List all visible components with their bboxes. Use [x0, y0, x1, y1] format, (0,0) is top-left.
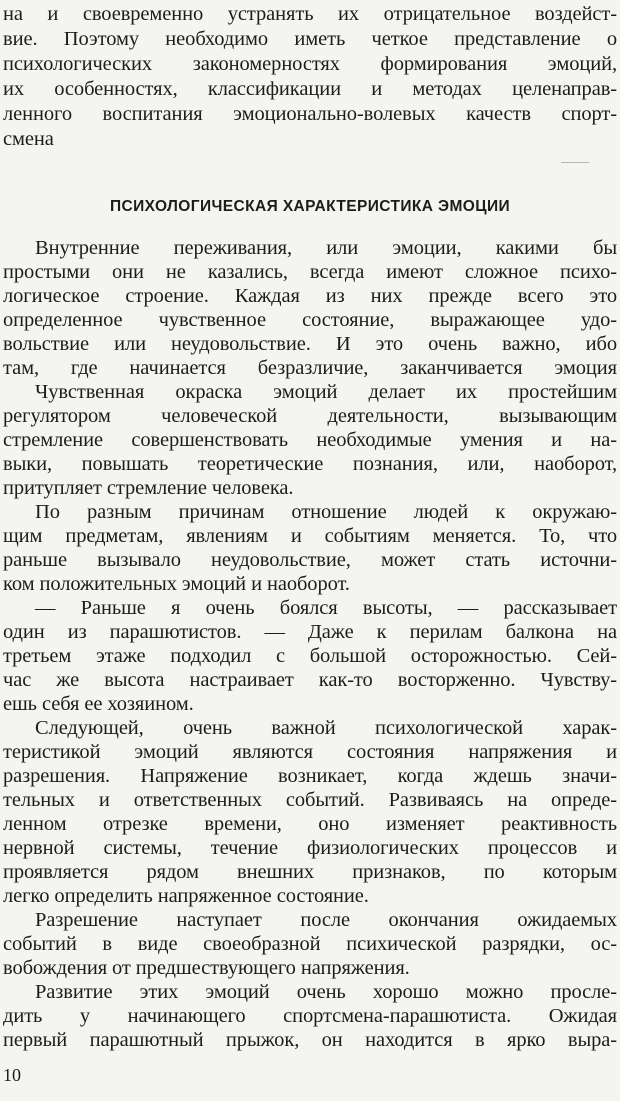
paragraph-line: — Раньше я очень боялся высоты, — рассказывает: [35, 597, 617, 619]
paragraph-line: стремление совершенствовать необходимые умения и на-: [3, 429, 617, 451]
paragraph-line: раньше вызывало неудовольствие, может стать источни-: [3, 549, 617, 571]
paragraph-line: тельных и ответственных событий. Развиваясь на опреде-: [3, 789, 617, 811]
intro-line: на и своевременно устранять их отрицательное воздейст-: [3, 3, 617, 25]
paragraph-line: Внутренние переживания, или эмоции, какими бы: [35, 237, 617, 259]
paragraph-line: легко определить напряженное состояние.: [3, 885, 369, 907]
paragraph-line: ешь себя ее хозяином.: [3, 693, 194, 715]
paragraph-line: простыми они не казались, всегда имеют сложное психо-: [3, 261, 617, 283]
paragraph-line: Развитие этих эмоций очень хорошо можно просле-: [35, 981, 617, 1003]
paragraph-line: выки, повышать теоретические познания, или, наоборот,: [3, 453, 617, 475]
paragraph-line: Следующей, очень важной психологической харак-: [35, 717, 617, 739]
paragraph-line: один из парашютистов. — Даже к перилам балкона на: [3, 621, 617, 643]
intro-line: их особенностях, классификации и методах целенаправ-: [3, 78, 617, 100]
intro-line: ленного воспитания эмоционально-волевых качеств спорт-: [3, 103, 617, 125]
paragraph-line: разрешения. Напряжение возникает, когда ждешь значи-: [3, 765, 617, 787]
paragraph-line: щим предметам, явлениям и событиям меняется. То, что: [3, 525, 617, 547]
paragraph-line: притупляет стремление человека.: [3, 477, 294, 499]
paragraph-line: ком положительных эмоций и наоборот.: [3, 573, 350, 595]
ink-mark: [561, 162, 589, 163]
paragraph-line: теристикой эмоций являются состояния напряжения и: [3, 741, 617, 763]
paragraph-line: там, где начинается безразличие, заканчивается эмоция: [3, 357, 617, 379]
paragraph-line: логическое строение. Каждая из них прежде всего это: [3, 285, 617, 307]
paragraph-line: Разрешение наступает после окончания ожидаемых: [35, 909, 617, 931]
paragraph-line: дить у начинающего спортсмена-парашютиста. Ожидая: [3, 1005, 617, 1027]
intro-line: смена: [3, 128, 54, 150]
section-heading: ПСИХОЛОГИЧЕСКАЯ ХАРАКТЕРИСТИКА ЭМОЦИИ: [109, 198, 511, 215]
paragraph-line: вобождения от предшествующего напряжения.: [3, 957, 410, 979]
paragraph-line: По разным причинам отношение людей к окружаю-: [35, 501, 617, 523]
paragraph-line: проявляется рядом внешних признаков, по которым: [3, 861, 617, 883]
paragraph-line: час же высота настраивает как-то восторженно. Чувству-: [3, 669, 617, 691]
page-number: 10: [3, 1065, 21, 1085]
paragraph-line: регулятором человеческой деятельности, вызывающим: [3, 405, 617, 427]
paragraph-line: нервной системы, течение физиологических процессов и: [3, 837, 617, 859]
intro-line: вие. Поэтому необходимо иметь четкое представление о: [3, 28, 617, 50]
paragraph-line: третьем этаже подходил с большой осторожностью. Сей-: [3, 645, 617, 667]
paragraph-line: событий в виде своеобразной психической разрядки, ос-: [3, 933, 617, 955]
paragraph-line: вольствие или неудовольствие. И это очень важно, ибо: [3, 333, 617, 355]
paragraph-line: первый парашютный прыжок, он находится в ярко выра-: [3, 1029, 617, 1051]
intro-line: психологических закономерностях формирования эмоций,: [3, 53, 617, 75]
paragraph-line: определенное чувственное состояние, выражающее удо-: [3, 309, 617, 331]
paragraph-line: Чувственная окраска эмоций делает их простейшим: [35, 381, 617, 403]
paragraph-line: ленном отрезке времени, оно изменяет реактивность: [3, 813, 617, 835]
